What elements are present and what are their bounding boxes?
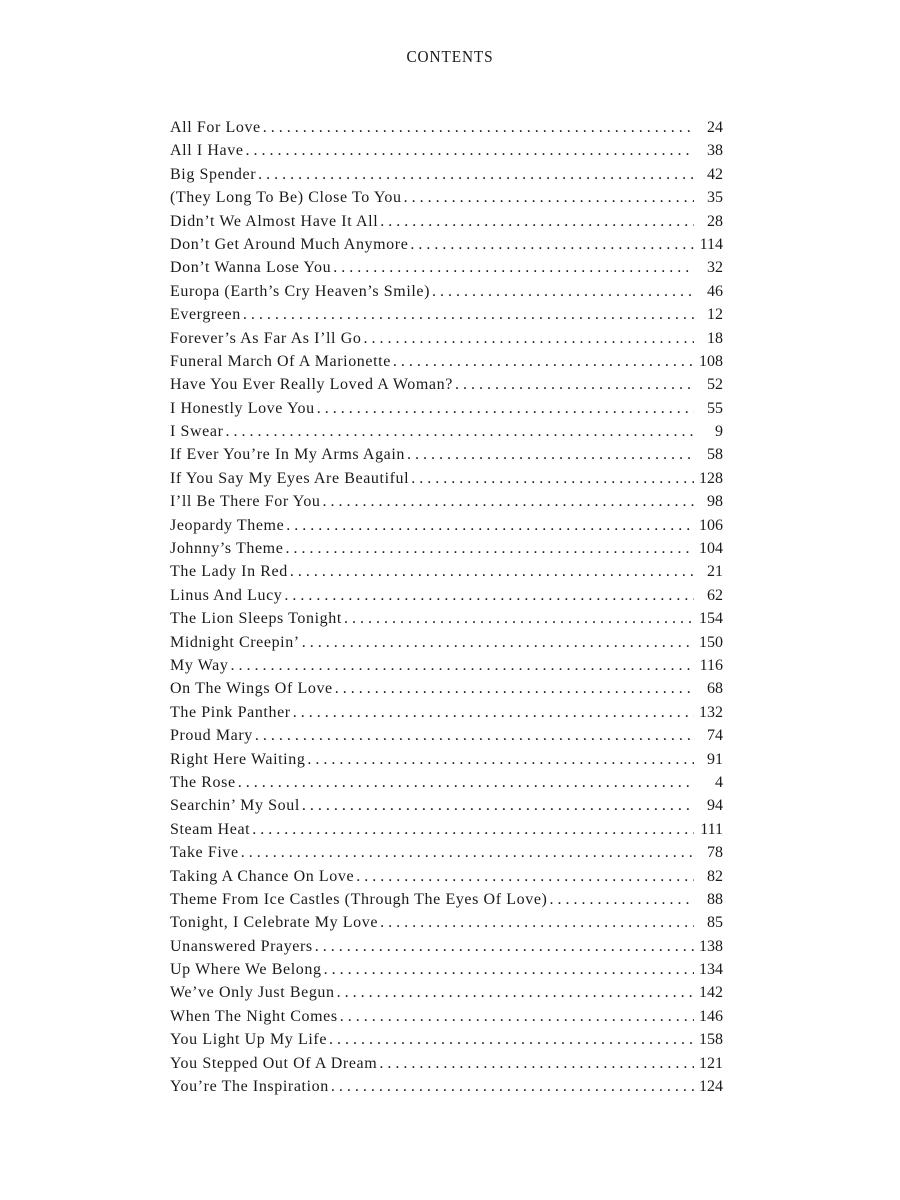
dot-leader <box>323 490 694 513</box>
toc-entry-title: I Swear <box>170 423 224 441</box>
dot-leader <box>411 467 694 490</box>
toc-entry-page-number: 46 <box>707 282 723 300</box>
dot-leader <box>331 1075 694 1098</box>
toc-entry-page-number: 121 <box>699 1054 723 1072</box>
dot-leader <box>252 818 694 841</box>
dot-leader <box>335 677 694 700</box>
toc-entry-title: Linus And Lucy <box>170 586 283 604</box>
toc-entry <box>170 724 723 747</box>
toc-entry <box>170 607 723 630</box>
dot-leader <box>324 958 694 981</box>
dot-leader <box>302 794 694 817</box>
toc-entry <box>170 1052 723 1075</box>
toc-entry-title: If You Say My Eyes Are Beautiful <box>170 469 410 487</box>
toc-entry-page-number: 88 <box>707 890 723 908</box>
toc-entry <box>170 935 723 958</box>
toc-entry-title: Midnight Creepin’ <box>170 633 300 651</box>
dot-leader <box>230 654 694 677</box>
toc-entry-title: If Ever You’re In My Arms Again <box>170 446 406 464</box>
dot-leader <box>380 911 694 934</box>
toc-entry <box>170 116 723 139</box>
toc-entry-page-number: 154 <box>699 610 723 628</box>
toc-entry-page-number: 132 <box>699 703 723 721</box>
toc-entry <box>170 981 723 1004</box>
toc-entry-title: Johnny’s Theme <box>170 540 284 558</box>
dot-leader <box>258 163 694 186</box>
toc-entry <box>170 631 723 654</box>
toc-entry-title: Don’t Get Around Much Anymore <box>170 235 409 253</box>
dot-leader <box>302 631 694 654</box>
toc-entry <box>170 911 723 934</box>
dot-leader <box>379 1052 694 1075</box>
toc-entry-title: You Stepped Out Of A Dream <box>170 1054 378 1072</box>
toc-entry-page-number: 18 <box>707 329 723 347</box>
toc-entry-page-number: 42 <box>707 165 723 183</box>
toc-entry <box>170 327 723 350</box>
toc-entry-page-number: 116 <box>699 656 723 674</box>
dot-leader <box>290 560 694 583</box>
toc-entry <box>170 467 723 490</box>
toc-entry-page-number: 24 <box>707 119 723 136</box>
dot-leader <box>432 280 694 303</box>
toc-entry-page-number: 38 <box>707 142 723 160</box>
dot-leader <box>255 724 694 747</box>
toc-entry-page-number: 91 <box>707 750 723 768</box>
dot-leader <box>226 420 694 443</box>
toc-entry-page-number: 32 <box>707 259 723 277</box>
dot-leader <box>241 841 694 864</box>
toc-entry-title: Taking A Chance On Love <box>170 867 355 885</box>
dot-leader <box>315 935 694 958</box>
toc-entry-title: Big Spender <box>170 165 257 183</box>
table-of-contents <box>170 116 723 1098</box>
toc-entry <box>170 654 723 677</box>
toc-entry-page-number: 28 <box>707 212 723 230</box>
dot-leader <box>356 865 694 888</box>
toc-entry <box>170 397 723 420</box>
toc-entry-title: Right Here Waiting <box>170 750 306 768</box>
toc-entry <box>170 841 723 864</box>
toc-entry-title: My Way <box>170 656 229 674</box>
dot-leader <box>380 210 694 233</box>
toc-entry <box>170 560 723 583</box>
dot-leader <box>293 701 694 724</box>
dot-leader <box>329 1028 694 1051</box>
toc-entry-title: The Lion Sleeps Tonight <box>170 610 342 628</box>
toc-entry-title: Unanswered Prayers <box>170 937 313 955</box>
toc-entry-page-number: 74 <box>707 727 723 745</box>
dot-leader <box>410 233 694 256</box>
toc-entry-title: Searchin’ My Soul <box>170 797 300 815</box>
toc-entry-page-number: 134 <box>699 961 723 979</box>
dot-leader <box>307 748 694 771</box>
dot-leader <box>286 514 694 537</box>
toc-entry-title: Jeopardy Theme <box>170 516 285 534</box>
toc-entry-title: I Honestly Love You <box>170 399 315 417</box>
toc-entry-page-number: 35 <box>707 189 723 207</box>
toc-entry <box>170 420 723 443</box>
toc-entry <box>170 303 723 326</box>
toc-entry-page-number: 108 <box>699 352 723 370</box>
toc-entry <box>170 514 723 537</box>
toc-entry-title: Steam Heat <box>170 820 251 838</box>
toc-entry <box>170 794 723 817</box>
toc-entry <box>170 1075 723 1098</box>
toc-entry-page-number: 111 <box>700 820 723 838</box>
toc-entry-page-number: 9 <box>715 423 723 441</box>
toc-entry-title: Funeral March Of A Marionette <box>170 352 391 370</box>
dot-leader <box>455 373 694 396</box>
toc-entry-page-number: 150 <box>699 633 723 651</box>
toc-entry-page-number: 85 <box>707 914 723 932</box>
toc-entry-title: Europa (Earth’s Cry Heaven’s Smile) <box>170 282 431 300</box>
toc-entry-page-number: 104 <box>699 540 723 558</box>
toc-entry-page-number: 146 <box>699 1007 723 1025</box>
toc-entry <box>170 233 723 256</box>
dot-leader <box>363 327 694 350</box>
toc-entry <box>170 163 723 186</box>
toc-entry-page-number: 142 <box>699 984 723 1002</box>
toc-entry-title: Forever’s As Far As I’ll Go <box>170 329 362 347</box>
toc-entry-title: Tonight, I Celebrate My Love <box>170 914 379 932</box>
toc-entry <box>170 186 723 209</box>
toc-entry-page-number: 62 <box>707 586 723 604</box>
toc-entry-page-number: 55 <box>707 399 723 417</box>
dot-leader <box>238 771 694 794</box>
toc-entry-title: Have You Ever Really Loved A Woman? <box>170 376 453 394</box>
dot-leader <box>263 116 694 139</box>
toc-entry-page-number: 58 <box>707 446 723 464</box>
toc-entry-title: You Light Up My Life <box>170 1031 328 1049</box>
toc-entry-title: The Lady In Red <box>170 563 288 581</box>
dot-leader <box>344 607 694 630</box>
page-title: CONTENTS <box>406 47 494 66</box>
toc-entry <box>170 1028 723 1051</box>
toc-entry <box>170 865 723 888</box>
toc-entry-title: Take Five <box>170 844 239 862</box>
toc-entry-page-number: 82 <box>707 867 723 885</box>
toc-entry-title: Up Where We Belong <box>170 961 322 979</box>
toc-entry <box>170 771 723 794</box>
toc-entry-page-number: 138 <box>699 937 723 955</box>
toc-entry-page-number: 12 <box>707 306 723 324</box>
toc-entry-title: On The Wings Of Love <box>170 680 333 698</box>
dot-leader <box>284 584 694 607</box>
toc-entry-page-number: 128 <box>699 469 723 487</box>
dot-leader <box>317 397 694 420</box>
toc-entry-page-number: 21 <box>707 563 723 581</box>
dot-leader <box>285 537 694 560</box>
dot-leader <box>246 139 694 162</box>
toc-entry-title: Proud Mary <box>170 727 253 745</box>
toc-entry <box>170 256 723 279</box>
toc-entry <box>170 701 723 724</box>
toc-entry-page-number: 68 <box>707 680 723 698</box>
dot-leader <box>393 350 694 373</box>
toc-entry-page-number: 52 <box>707 376 723 394</box>
toc-entry <box>170 490 723 513</box>
toc-entry-title: Theme From Ice Castles (Through The Eyes Of Love) <box>170 890 548 908</box>
toc-entry-title: The Pink Panther <box>170 703 291 721</box>
dot-leader <box>337 981 694 1004</box>
toc-entry-title: Evergreen <box>170 306 241 324</box>
toc-entry-title: I’ll Be There For You <box>170 493 321 511</box>
toc-entry <box>170 139 723 162</box>
toc-entry-page-number: 158 <box>699 1031 723 1049</box>
toc-entry-title: We’ve Only Just Begun <box>170 984 335 1002</box>
toc-entry <box>170 958 723 981</box>
dot-leader <box>333 256 694 279</box>
toc-entry-page-number: 4 <box>715 773 723 791</box>
toc-entry <box>170 818 723 841</box>
toc-entry-title: All I Have <box>170 142 244 160</box>
toc-entry-title: Didn’t We Almost Have It All <box>170 212 379 230</box>
toc-entry-page-number: 124 <box>699 1078 723 1096</box>
dot-leader <box>340 1005 694 1028</box>
toc-entry <box>170 888 723 911</box>
toc-entry-page-number: 106 <box>699 516 723 534</box>
toc-entry-page-number: 98 <box>707 493 723 511</box>
toc-entry <box>170 350 723 373</box>
toc-entry-page-number: 114 <box>699 235 723 253</box>
dot-leader <box>243 303 694 326</box>
toc-entry-title: Don’t Wanna Lose You <box>170 259 332 277</box>
toc-entry-title: The Rose <box>170 773 236 791</box>
toc-entry <box>170 584 723 607</box>
toc-entry-page-number: 78 <box>707 844 723 862</box>
toc-entry-title: You’re The Inspiration <box>170 1078 329 1096</box>
toc-entry <box>170 280 723 303</box>
toc-entry <box>170 373 723 396</box>
toc-entry <box>170 1005 723 1028</box>
toc-entry <box>170 443 723 466</box>
dot-leader <box>404 186 694 209</box>
toc-entry <box>170 748 723 771</box>
dot-leader <box>407 443 694 466</box>
dot-leader <box>549 888 694 911</box>
toc-entry-title: All For Love <box>170 119 261 136</box>
toc-entry-page-number: 94 <box>707 797 723 815</box>
toc-entry <box>170 537 723 560</box>
toc-entry <box>170 210 723 233</box>
toc-entry-title: When The Night Comes <box>170 1007 338 1025</box>
toc-entry <box>170 677 723 700</box>
toc-entry-title: (They Long To Be) Close To You <box>170 189 402 207</box>
